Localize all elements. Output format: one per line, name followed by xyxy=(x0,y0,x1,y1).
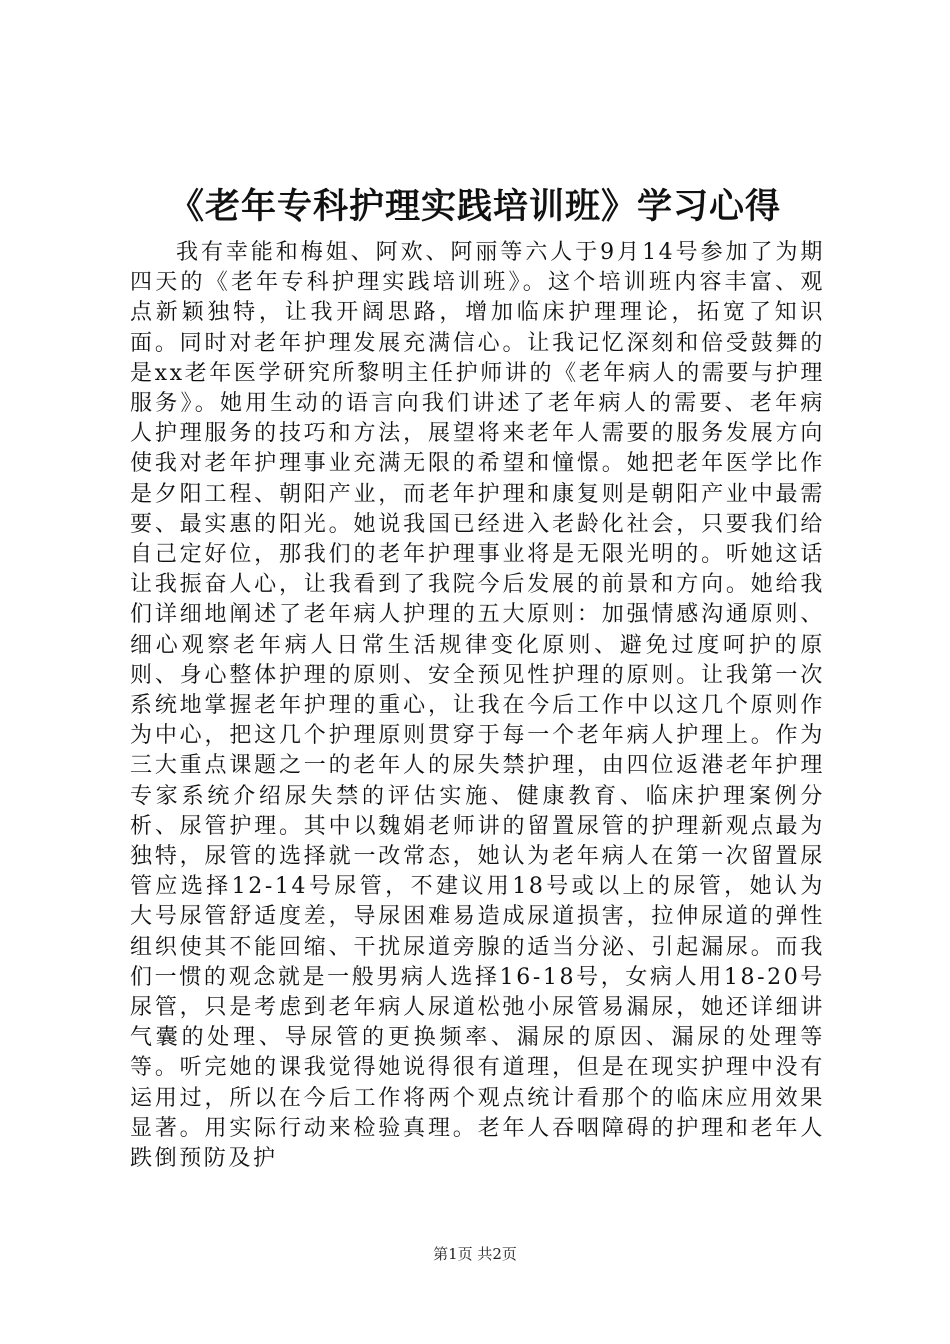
body-paragraph: 我有幸能和梅姐、阿欢、阿丽等六人于9月14号参加了为期四天的《老年专科护理实践培训班》。这个培训班内容丰富、观点新颖独特，让我开阔思路，增加临床护理理论，拓宽了知识面。同时对老年护理发展充满信心。让我记忆深刻和倍受鼓舞的是xx老年医学研究所黎明主任护师讲的《老年病人的需要与护理服务》。她用生动的语言向我们讲述了老年病人的需要、老年病人护理服务的技巧和方法，展望将来老年人需要的服务发展方向使我对老年护理事业充满无限的希望和憧憬。她把老年医学比作是夕阳工程、朝阳产业，而老年护理和康复则是朝阳产业中最需要、最实惠的阳光。她说我国已经进入老龄化社会，只要我们给自己定好位，那我们的老年护理事业将是无限光明的。听她这话让我振奋人心，让我看到了我院今后发展的前景和方向。她给我们详细地阐述了老年病人护理的五大原则：加强情感沟通原则、细心观察老年病人日常生活规律变化原则、避免过度呵护的原则、身心整体护理的原则、安全预见性护理的原则。让我第一次系统地掌握老年护理的重心，让我在今后工作中以这几个原则作为中心，把这几个护理原则贯穿于每一个老年病人护理上。作为三大重点课题之一的老年人的尿失禁护理，由四位返港老年护理专家系统介绍尿失禁的评估实施、健康教育、临床护理案例分析、尿管护理。其中以魏娟老师讲的留置尿管的护理新观点最为独特，尿管的选择就一改常态，她认为老年病人在第一次留置尿管应选择12-14号尿管，不建议用18号或以上的尿管，她认为大号尿管舒适度差，导尿困难易造成尿道损害，拉伸尿道的弹性组织使其不能回缩、干扰尿道旁腺的适当分泌、引起漏尿。而我们一惯的观念就是一般男病人选择16-18号，女病人用18-20号尿管，只是考虑到老年病人尿道松弛小尿管易漏尿，她还详细讲气囊的处理、导尿管的更换频率、漏尿的原因、漏尿的处理等等。听完她的课我觉得她说得很有道理，但是在现实护理中没有运用过，所以在今后工作将两个观点统计看那个的临床应用效果显著。用实际行动来检验真理。老年人吞咽障碍的护理和老年人跌倒预防及护 xyxy=(130,240,825,1172)
document-title: 《老年专科护理实践培训班》学习心得 xyxy=(168,187,781,227)
page-footer: 第1页 共2页 xyxy=(433,1245,517,1263)
